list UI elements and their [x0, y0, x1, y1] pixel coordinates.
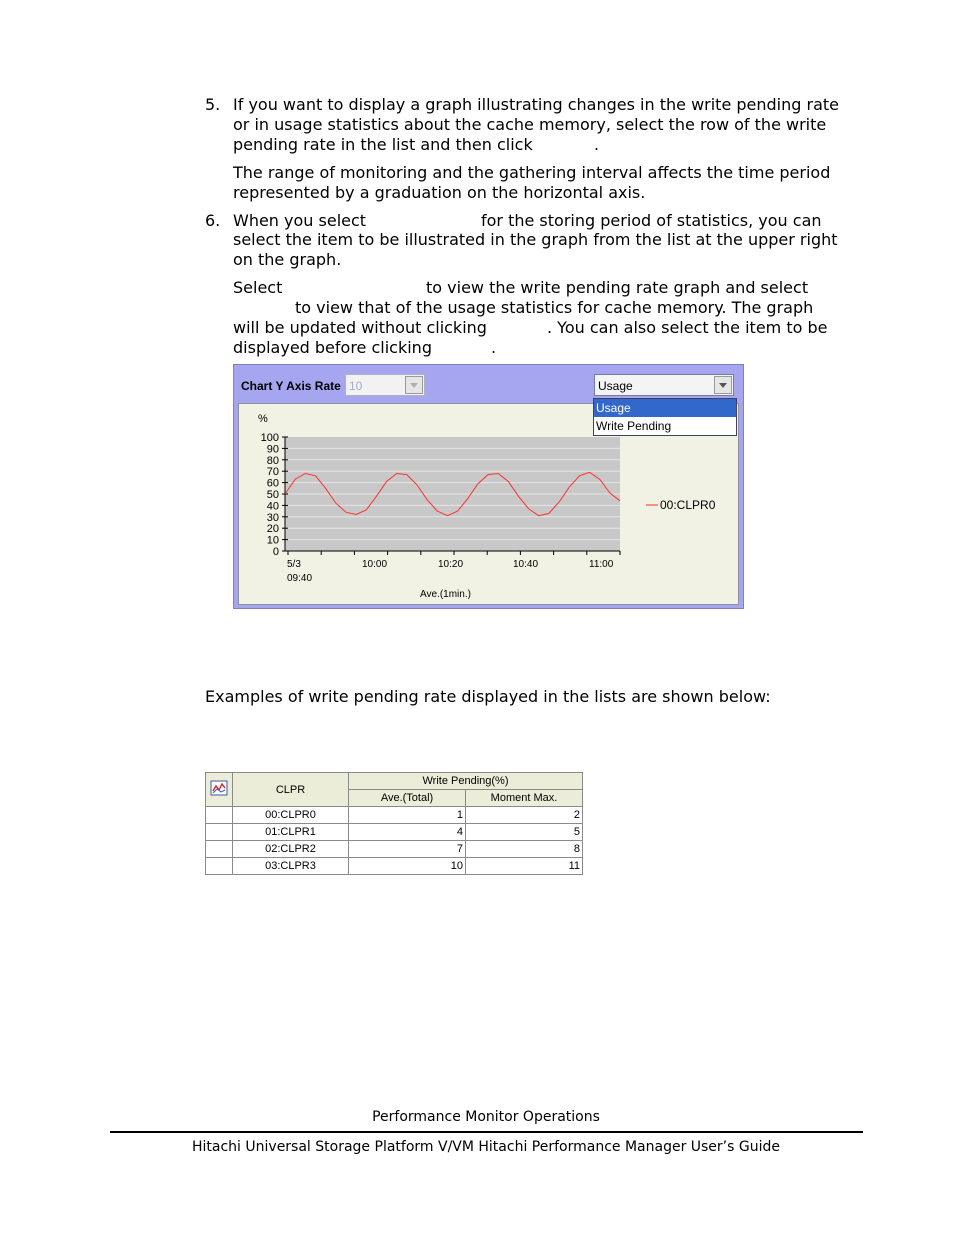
y-tick-label: 100	[260, 432, 279, 444]
max-cell: 8	[466, 841, 583, 858]
x-tick-label: 11:00	[589, 559, 614, 570]
step-6-line-3: on the graph.	[233, 250, 342, 269]
step-5-line-3b: .	[594, 135, 600, 154]
table-row[interactable]	[206, 841, 583, 858]
step-5-line-3a: pending rate in the list and then click	[233, 135, 533, 154]
y-tick-label: 40	[266, 500, 279, 513]
graph-icon[interactable]	[210, 780, 228, 796]
table-row[interactable]	[206, 824, 583, 841]
max-cell: 2	[466, 807, 583, 824]
step-6-select-4a: displayed before clicking	[233, 338, 432, 357]
x-start-time-label: 09:40	[287, 573, 313, 584]
chart-y-axis-rate-label: Chart Y Axis Rate	[241, 379, 341, 393]
y-tick-label: 50	[266, 489, 279, 501]
table-row[interactable]	[206, 807, 583, 824]
col-ave-header[interactable]: Ave.(Total)	[349, 790, 466, 807]
row-select-cell[interactable]	[206, 858, 233, 875]
chart-item-value: Usage	[598, 379, 633, 393]
write-pending-group-header: Write Pending(%)	[349, 773, 583, 790]
ave-cell: 10	[349, 858, 466, 875]
step-6-line-2: select the item to be illustrated in the graph from the list at the upper right	[233, 230, 838, 249]
step-6-select-4b: .	[491, 338, 497, 357]
row-select-cell[interactable]	[206, 841, 233, 858]
x-tick-label: 10:20	[438, 559, 464, 570]
y-tick-label: 60	[266, 477, 279, 490]
dropdown-option-usage[interactable]: Usage	[594, 399, 736, 417]
x-tick-label: 10:40	[513, 559, 539, 570]
legend-label: 00:CLPR0	[660, 498, 716, 512]
y-tick-label: 20	[266, 523, 279, 536]
y-tick-label: 0	[272, 546, 279, 558]
dropdown-option-write-pending[interactable]: Write Pending	[596, 419, 672, 433]
y-tick-label: 10	[266, 534, 279, 547]
step-6-line-1b: for the storing period of statistics, you can	[481, 211, 822, 230]
clpr-cell: 03:CLPR3	[233, 858, 349, 875]
rate-value: 10	[349, 379, 363, 393]
max-cell: 11	[466, 858, 583, 875]
y-axis-label: %	[258, 413, 268, 425]
ave-cell: 1	[349, 807, 466, 824]
y-tick-label: 70	[266, 466, 279, 479]
step-6-number: 6.	[205, 211, 221, 230]
step-6-select-1b: to view the write pending rate graph and select	[426, 278, 809, 297]
ave-cell: 4	[349, 824, 466, 841]
footer-divider	[110, 1131, 863, 1133]
step-5-line-2: or in usage statistics about the cache memory, select the row of the write	[233, 115, 827, 134]
max-cell: 5	[466, 824, 583, 841]
step-6-select-3a: will be updated without clicking	[233, 318, 487, 337]
clpr-cell: 01:CLPR1	[233, 824, 349, 841]
examples-text: Examples of write pending rate displayed in the lists are shown below:	[205, 687, 771, 706]
chart-panel	[233, 364, 744, 609]
row-select-cell[interactable]	[206, 824, 233, 841]
step-6-select-1a: Select	[233, 278, 283, 297]
y-tick-label: 90	[266, 443, 279, 456]
footer-section-title: Performance Monitor Operations	[372, 1109, 600, 1125]
step-6-select-3b: . You can also select the item to be	[547, 318, 828, 337]
clpr-cell: 02:CLPR2	[233, 841, 349, 858]
step-5-line-1: If you want to display a graph illustrating changes in the write pending rate	[233, 95, 839, 114]
col-max-header[interactable]: Moment Max.	[466, 790, 583, 807]
ave-cell: 7	[349, 841, 466, 858]
step-5-number: 5.	[205, 95, 221, 114]
col-clpr-header[interactable]: CLPR	[233, 773, 349, 807]
row-select-cell[interactable]	[206, 807, 233, 824]
x-axis-label: Ave.(1min.)	[420, 589, 471, 600]
step-5-note-1: The range of monitoring and the gathering interval affects the time period	[233, 163, 831, 182]
clpr-cell: 00:CLPR0	[233, 807, 349, 824]
footer-guide-title: Hitachi Universal Storage Platform V/VM Hitachi Performance Manager User’s Guide	[192, 1139, 780, 1155]
step-6-select-2: to view that of the usage statistics for cache memory. The graph	[295, 298, 814, 317]
y-tick-label: 30	[266, 511, 279, 524]
x-tick-label: 5/3	[287, 559, 301, 570]
step-5-note-2: represented by a graduation on the horizontal axis.	[233, 183, 646, 202]
step-6-line-1a: When you select	[233, 211, 367, 230]
write-pending-table	[205, 772, 583, 875]
x-tick-label: 10:00	[362, 559, 388, 570]
graph-toggle-header[interactable]	[206, 773, 233, 807]
chart-item-dropdown[interactable]	[593, 398, 737, 436]
y-tick-label: 80	[266, 454, 279, 467]
table-row[interactable]	[206, 858, 583, 875]
